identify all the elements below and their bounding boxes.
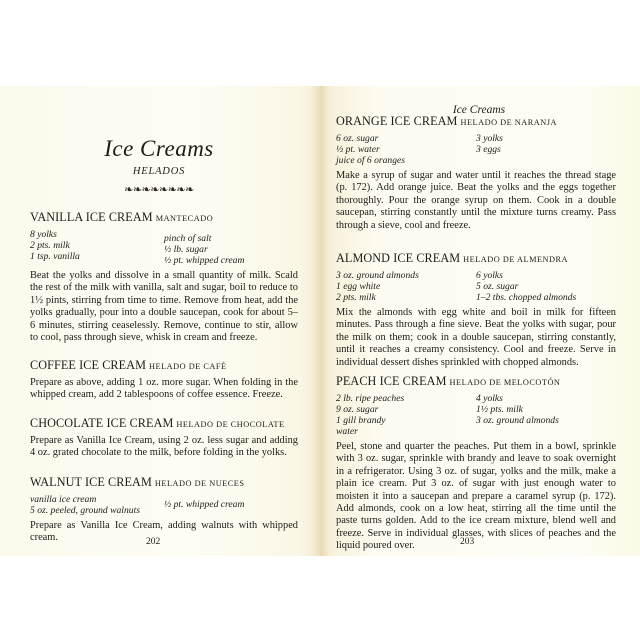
book-gutter: [312, 86, 328, 556]
ingredient: vanilla ice cream: [30, 494, 97, 505]
recipe-spanish-name: HELADO DE CAFÉ: [149, 362, 227, 371]
ingredients: [336, 133, 616, 166]
recipe-name: ORANGE ICE CREAM: [336, 114, 458, 128]
ingredient: 3 eggs: [476, 144, 501, 155]
ingredient: pinch of salt: [164, 233, 212, 244]
ingredient: ½ lb. sugar: [164, 244, 208, 255]
ingredient: ½ pt. whipped cream: [164, 255, 245, 266]
recipe-heading: [30, 358, 298, 373]
recipe-name: WALNUT ICE CREAM: [30, 475, 152, 489]
ingredient: 5 oz. peeled, ground walnuts: [30, 505, 140, 516]
recipe-spanish-name: MANTECADO: [155, 214, 214, 223]
recipe-spanish-name: HELADO DE ALMENDRA: [463, 255, 569, 264]
ingredient: 6 yolks: [476, 270, 503, 281]
recipe-heading: [336, 114, 616, 129]
vine-ornament-icon: ❧❧❧❧❧❧❧❧: [124, 184, 194, 196]
recipe-method: Prepare as above, adding 1 oz. more sugar. When folding in the whipped cream, add 2 tablespoons of coffee essence. Freeze.: [30, 377, 298, 401]
running-head: Ice Creams: [452, 104, 506, 116]
recipe-method: Peel, stone and quarter the peaches. Put them in a bowl, sprinkle with 3 oz. sugar, sprinkle with brandy and leave to soak overnight in a refrigerator. Using 3 oz. of sugar, yolks and the milk, make a plain ice cream. Put 3 oz. of sugar with just enough water to moisten it into a saucepan and prepare a caramel syrup (p. 172). Add almonds, cook on a low heat, stirring all the time until the paste turns golden. Add to the ice cream mixture, blend well and freeze. Serve in individual glasses, with slices of peaches and the liquid poured over.: [336, 441, 616, 552]
chapter-title: Ice Creams: [104, 136, 214, 161]
ingredient: 3 yolks: [476, 133, 503, 144]
ingredient: 2 pts. milk: [30, 240, 70, 251]
recipe-walnut: [30, 475, 298, 545]
recipe-spanish-name: HELADO DE NARANJA: [460, 118, 557, 127]
ingredient: 1 gill brandy: [336, 415, 386, 426]
left-page: [0, 86, 318, 556]
ingredient: 3 oz. ground almonds: [476, 415, 559, 426]
recipe-method: Prepare as Vanilla Ice Cream, using 2 oz. less sugar and adding 4 oz. grated chocolate to the milk, before folding in the yolks.: [30, 435, 298, 459]
recipe-name: VANILLA ICE CREAM: [30, 210, 153, 224]
recipe-peach: [336, 374, 616, 553]
recipe-heading: [336, 251, 616, 266]
recipe-name: COFFEE ICE CREAM: [30, 358, 147, 372]
recipe-spanish-name: HELADO DE NUECES: [154, 479, 245, 488]
ingredient: 1 egg white: [336, 281, 381, 292]
ingredient: juice of 6 oranges: [336, 155, 406, 166]
recipe-almond: [336, 251, 616, 369]
recipe-vanilla: [30, 210, 298, 344]
ingredient: water: [336, 426, 358, 437]
page-number: 202: [146, 537, 161, 547]
ingredients: [30, 229, 298, 266]
ingredient: ½ pt. water: [336, 144, 380, 155]
ingredient: 9 oz. sugar: [336, 404, 379, 415]
ingredient: 2 lb. ripe peaches: [336, 393, 405, 404]
page-number: 203: [460, 537, 475, 547]
book-spread: [0, 86, 640, 556]
ingredient: ½ pt. whipped cream: [164, 499, 245, 510]
recipe-chocolate: [30, 416, 298, 460]
recipe-method: Prepare as Vanilla Ice Cream, adding walnuts with whipped cream.: [30, 520, 298, 544]
recipe-spanish-name: HELADO DE MELOCOTÓN: [449, 378, 561, 387]
recipe-coffee: [30, 358, 298, 402]
ingredients: [336, 393, 616, 437]
recipe-heading: [30, 416, 298, 431]
ingredient: 1½ pts. milk: [476, 404, 523, 415]
recipe-name: ALMOND ICE CREAM: [336, 251, 461, 265]
recipe-spanish-name: HELADO DE CHOCOLATE: [176, 420, 285, 429]
recipe-method: Beat the yolks and dissolve in a small quantity of milk. Scald the rest of the milk with vanilla, salt and sugar, boil to reduce to 1½ pints, stirring from time to time. Remove from heat, add the yolks gradually, pour into a double saucepan, cook for about 5–6 minutes, stirring ceaselessly. Remove, continue to stir, allow to cool, pass through sieve, whisk in cream and freeze.: [30, 270, 298, 344]
recipe-heading: [30, 210, 298, 225]
recipe-name: PEACH ICE CREAM: [336, 374, 447, 388]
ingredient: 1 tsp. vanilla: [30, 251, 80, 262]
recipe-method: Make a syrup of sugar and water until it reaches the thread stage (p. 172). Add orange juice. Beat the yolks and the eggs together thoroughly. Pour the orange syrup on them. Cook in a double saucepan, stirring constantly until the mixture turns creamy. Pass through a sieve, cool and freeze.: [336, 170, 616, 231]
recipe-name: CHOCOLATE ICE CREAM: [30, 416, 174, 430]
ingredient: 6 oz. sugar: [336, 133, 379, 144]
ingredient: 3 oz. ground almonds: [336, 270, 419, 281]
recipe-heading: [30, 475, 298, 490]
chapter-subtitle: HELADOS: [132, 166, 186, 177]
recipe-method: Mix the almonds with egg white and boil in milk for fifteen minutes. Pass through a fine sieve. Beat the yolks with sugar, pour the milk on them; cook in a double saucepan, stirring constantly, until it reaches a creamy consistency. Cool and freeze. Serve in individual dessert dishes sprinkled with chopped almonds.: [336, 307, 616, 368]
recipe-orange: [336, 114, 616, 232]
recipe-heading: [336, 374, 616, 389]
ingredients: [30, 494, 298, 516]
ingredient: 2 pts. milk: [336, 292, 376, 303]
ingredient: 4 yolks: [476, 393, 503, 404]
ingredient: 8 yolks: [30, 229, 57, 240]
right-page: [318, 86, 640, 556]
ingredient: 5 oz. sugar: [476, 281, 519, 292]
ingredients: [336, 270, 616, 303]
ingredient: 1–2 tbs. chopped almonds: [476, 292, 577, 303]
